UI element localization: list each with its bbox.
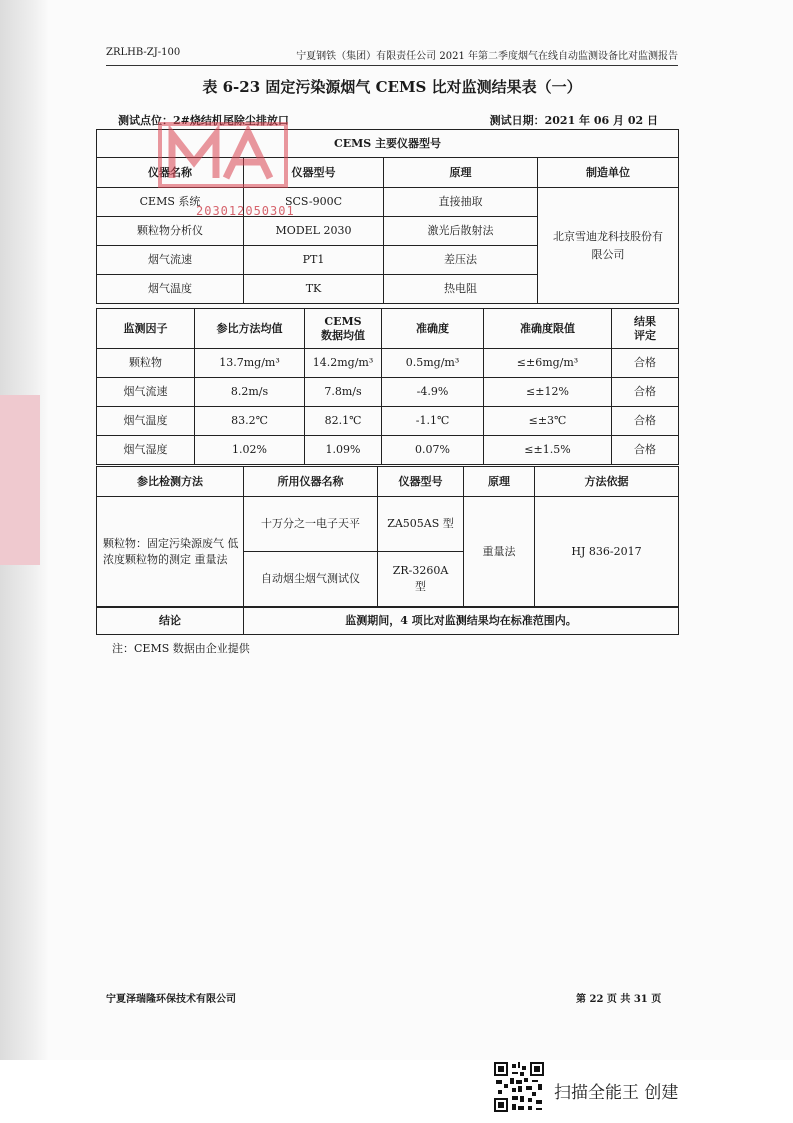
factor-name: 烟气温度 xyxy=(97,407,195,436)
footer-company: 宁夏泽瑞隆环保技术有限公司 xyxy=(106,994,236,1005)
table-row xyxy=(97,407,679,436)
accuracy: -1.1℃ xyxy=(382,407,484,436)
reference-mean: 83.2℃ xyxy=(195,407,305,436)
assessment: 合格 xyxy=(612,378,679,407)
instrument-header: 仪器型号 xyxy=(244,158,384,188)
reference-mean: 8.2m/s xyxy=(195,378,305,407)
test-point-label: 测试点位： xyxy=(118,114,173,127)
instrument-model: PT1 xyxy=(244,246,384,275)
accuracy-limit: ≤±12% xyxy=(484,378,612,407)
accuracy-limit: ≤±6mg/m³ xyxy=(484,349,612,378)
scanner-watermark: 扫描全能王 创建 xyxy=(554,1083,679,1103)
instrument-principle: 差压法 xyxy=(384,246,538,275)
conclusion-text: 监测期间，4 项比对监测结果均在标准范围内。 xyxy=(244,608,679,635)
results-table xyxy=(96,308,679,465)
results-header: 准确度限值 xyxy=(484,309,612,349)
methods-header: 仪器型号 xyxy=(378,467,464,497)
cems-mean: 14.2mg/m³ xyxy=(305,349,382,378)
table-row xyxy=(97,349,679,378)
instrument-model: TK xyxy=(244,275,384,304)
page-title: 表 6-23 固定污染源烟气 CEMS 比对监测结果表（一） xyxy=(202,78,582,96)
table-row xyxy=(97,497,679,552)
results-header xyxy=(305,309,382,349)
test-point xyxy=(118,112,289,128)
instrument-principle: 直接抽取 xyxy=(384,188,538,217)
methods-header: 方法依据 xyxy=(535,467,679,497)
methods-header: 所用仪器名称 xyxy=(244,467,378,497)
factor-name: 烟气湿度 xyxy=(97,436,195,465)
instrument-name: 颗粒物分析仪 xyxy=(97,217,244,246)
conclusion-label: 结论 xyxy=(97,608,244,635)
results-header-text: 结果评定 xyxy=(634,314,656,342)
cems-mean: 1.09% xyxy=(305,436,382,465)
reference-mean: 13.7mg/m³ xyxy=(195,349,305,378)
conclusion-table xyxy=(96,607,679,635)
accuracy: 0.07% xyxy=(382,436,484,465)
instrument-caption: CEMS 主要仪器型号 xyxy=(97,130,679,158)
method-instrument-2: 自动烟尘烟气测试仪 xyxy=(244,552,378,607)
instrument-table xyxy=(96,129,679,304)
instrument-header: 原理 xyxy=(384,158,538,188)
method-model-2-text: ZR-3260A 型 xyxy=(392,564,449,593)
accuracy-limit: ≤±1.5% xyxy=(484,436,612,465)
assessment: 合格 xyxy=(612,407,679,436)
table-row xyxy=(97,436,679,465)
instrument-model: MODEL 2030 xyxy=(244,217,384,246)
test-meta xyxy=(118,112,658,128)
method-principle: 重量法 xyxy=(464,497,535,607)
stamp-number: 203012050301 xyxy=(196,204,295,218)
method-basis: HJ 836-2017 xyxy=(535,497,679,607)
accuracy: -4.9% xyxy=(382,378,484,407)
methods-header: 参比检测方法 xyxy=(97,467,244,497)
page-edge-tab xyxy=(0,395,40,565)
test-date-value: 2021 年 06 月 02 日 xyxy=(544,114,658,127)
instrument-principle: 激光后散射法 xyxy=(384,217,538,246)
table-row xyxy=(97,188,679,217)
assessment: 合格 xyxy=(612,436,679,465)
table-row xyxy=(97,378,679,407)
results-header: 参比方法均值 xyxy=(195,309,305,349)
methods-table xyxy=(96,466,679,607)
test-date xyxy=(490,112,658,128)
table-note: 注：CEMS 数据由企业提供 xyxy=(112,642,250,655)
qr-code-icon xyxy=(494,1062,544,1112)
instrument-model: SCS-900C xyxy=(244,188,384,217)
accuracy-limit: ≤±3℃ xyxy=(484,407,612,436)
instrument-header: 制造单位 xyxy=(538,158,679,188)
instrument-header: 仪器名称 xyxy=(97,158,244,188)
methods-header: 原理 xyxy=(464,467,535,497)
cems-mean: 82.1℃ xyxy=(305,407,382,436)
accuracy: 0.5mg/m³ xyxy=(382,349,484,378)
results-header: 监测因子 xyxy=(97,309,195,349)
factor-name: 烟气流速 xyxy=(97,378,195,407)
instrument-name: 烟气温度 xyxy=(97,275,244,304)
method-description: 颗粒物：固定污染源废气 低浓度颗粒物的测定 重量法 xyxy=(97,497,244,607)
test-point-value: 2#烧结机尾除尘排放口 xyxy=(173,114,289,127)
instrument-name: CEMS 系统 xyxy=(97,188,244,217)
results-header: 准确度 xyxy=(382,309,484,349)
method-model-2 xyxy=(378,552,464,607)
results-header-text: CEMS 数据均值 xyxy=(321,314,365,342)
reference-mean: 1.02% xyxy=(195,436,305,465)
factor-name: 颗粒物 xyxy=(97,349,195,378)
results-header xyxy=(612,309,679,349)
method-model-1: ZA505AS 型 xyxy=(378,497,464,552)
method-instrument-1: 十万分之一电子天平 xyxy=(244,497,378,552)
assessment: 合格 xyxy=(612,349,679,378)
footer-page-number: 第 22 页 共 31 页 xyxy=(576,994,662,1005)
instrument-name: 烟气流速 xyxy=(97,246,244,275)
test-date-label: 测试日期： xyxy=(489,114,545,127)
manufacturer-text: 北京雪迪龙科技股份有限公司 xyxy=(553,229,664,261)
cems-mean: 7.8m/s xyxy=(305,378,382,407)
report-code: ZRLHB-ZJ-100 xyxy=(106,47,181,58)
instrument-principle: 热电阻 xyxy=(384,275,538,304)
manufacturer xyxy=(538,188,679,304)
running-header xyxy=(106,47,678,66)
report-org-title: 宁夏钢铁（集团）有限责任公司 2021 年第二季度烟气在线自动监测设备比对监测报告 xyxy=(296,51,678,62)
